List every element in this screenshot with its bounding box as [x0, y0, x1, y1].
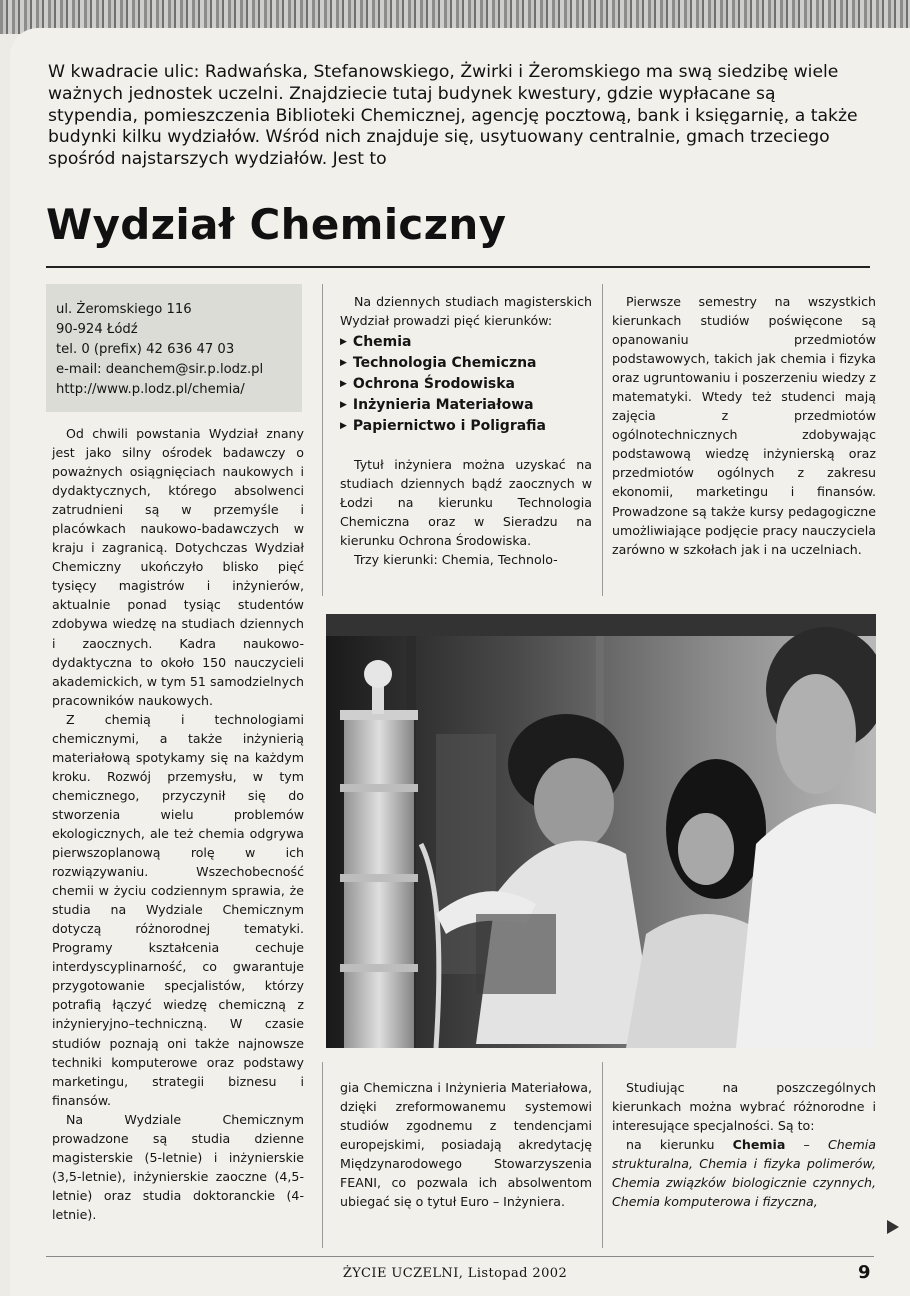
bullet-arrow-icon: ▶	[340, 421, 347, 432]
program-label: Papiernictwo i Poligrafia	[352, 418, 547, 435]
paragraph: Studiując na poszczególnych kierunkach można wybrać różnorodne i interesujące specjalności. Są to:	[612, 1080, 876, 1134]
program-label: Technologia Chemiczna	[352, 355, 537, 372]
paragraph	[612, 1135, 876, 1211]
paragraph: Od chwili powstania Wydział znany jest jako silny ośrodek badawczy o poważnych osiągnięciach naukowych i dydaktycznych, którego absolwenci zatrudnieni są w przemyśle i placówkach naukowo-badawczych w kraju i zagranicą. Dotychczas Wydział Chemiczny ukończyło blisko pięć tysięcy magistrów i inżynierów, aktualnie ponad tysiąc studentów zdobywa wiedzę na studiach dziennych i zaocznych. Kadra naukowo-dydaktyczna to około 150 nauczycieli akademickich, w tym 51 samodzielnych pracowników naukowych.	[52, 426, 304, 708]
continue-arrow-icon	[886, 1219, 900, 1235]
paragraph: Tytuł inżyniera można uzyskać na studiach dziennych bądź zaocznych w Łodzi na kierunku Technologia Chemiczna oraz w Sieradzu na kierunku Ochrona Środowiska.	[340, 457, 592, 549]
list-item	[340, 374, 592, 395]
bullet-arrow-icon: ▶	[340, 400, 347, 411]
contact-email: e-mail: deanchem@sir.p.lodz.pl	[56, 362, 264, 377]
column-divider	[602, 284, 603, 596]
paragraph: Z chemią i technologiami chemicznymi, a także inżynierią materiałową spotykamy się na każdym kroku. Rozwój przemysłu, w tym chemicznego, przyczynił się do stworzenia wielu problemów ekologicznych, ale też chemia odgrywa pierwszoplanową rolę w ich rozwiązywaniu. Wszechobecność chemii w życiu codziennym sprawia, że studia na Wydziale Chemicznym dotyczą różnorodnej tematyki. Programy kształcenia cechuje interdyscyplinarność, co gwarantuje przygotowanie specjalistów, którzy potrafią łączyć wiedzę chemiczną z inżynieryjno–techniczną. W czasie studiów poznają oni także najnowsze techniki komputerowe oraz podstawy marketingu, strategii biznesu i finansów.	[52, 711, 304, 1108]
specialty-list: Chemia strukturalna, Chemia i fizyka polimerów, Chemia związków biologicznie czynnych, Chemia komputerowa i fizyczna,	[612, 1137, 876, 1210]
list-item	[340, 332, 592, 353]
bullet-arrow-icon: ▶	[340, 337, 347, 348]
column-divider	[322, 284, 323, 596]
programs-list	[340, 332, 592, 437]
specialty-prefix: na kierunku	[626, 1137, 715, 1153]
contact-city: 90-924 Łódź	[56, 322, 138, 337]
bullet-arrow-icon: ▶	[340, 379, 347, 390]
program-label: Ochrona Środowiska	[352, 376, 515, 393]
paragraph: Na dziennych studiach magisterskich Wydział prowadzi pięć kierunków:	[340, 294, 592, 329]
contact-street: ul. Żeromskiego 116	[56, 302, 192, 317]
contact-box	[46, 284, 302, 412]
footer-divider	[46, 1256, 874, 1257]
footer-publication: ŻYCIE UCZELNI, Listopad 2002	[342, 1266, 568, 1281]
list-item	[340, 353, 592, 374]
program-label: Chemia	[352, 334, 412, 351]
column-divider	[322, 1062, 323, 1248]
paragraph: Na Wydziale Chemicznym prowadzone są studia dzienne magisterskie (5-letnie) i inżynierskie (3,5-letnie), inżynierskie zaoczne (4,5-letnie) oraz studia doktoranckie (4-letnie).	[52, 1111, 304, 1222]
page-number: 9	[858, 1262, 871, 1283]
column-left	[52, 424, 304, 1224]
glass-column	[340, 660, 418, 1048]
column-divider	[602, 1062, 603, 1248]
contact-website: http://www.p.lodz.pl/chemia/	[56, 382, 245, 397]
specialty-dash: –	[785, 1137, 828, 1153]
contact-phone: tel. 0 (prefix) 42 636 47 03	[56, 342, 235, 357]
column-right-top	[612, 292, 876, 559]
column-middle-top	[340, 292, 592, 569]
paragraph: Pierwsze semestry na wszystkich kierunkach studiów poświęcone są opanowaniu przedmiotów podstawowych, takich jak chemia i fizyka oraz ugruntowaniu i poszerzeniu wiedzy z matematyki. Wtedy też studenci mają zajęcia z przedmiotów ogólnotechnicznych zdobywając podstawową wiedzę inżynierską oraz przedmiotów ogólnych z zakresu ekonomii, marketingu i finansów. Prowadzone są także kursy pedagogiczne umożliwiające podjęcie pracy nauczyciela zarówno w szkołach jak i na uczelniach.	[612, 294, 876, 557]
paragraph: Trzy kierunki: Chemia, Technolo-	[354, 552, 558, 568]
paragraph: gia Chemiczna i Inżynieria Materiałowa, dzięki zreformowanemu systemowi studiów zgodnemu z tendencjami europejskimi, posiadają akredytację Międzynarodowego Stowarzyszenia FEANI, co pozwala ich absolwentom ubiegać się o tytuł Euro – Inżyniera.	[340, 1080, 592, 1210]
page-title: Wydział Chemiczny	[46, 200, 507, 249]
list-item	[340, 416, 592, 437]
specialty-program: Chemia	[732, 1137, 786, 1153]
column-right-bottom	[612, 1078, 876, 1211]
list-item	[340, 395, 592, 416]
program-label: Inżynieria Materiałowa	[352, 397, 534, 414]
title-divider	[46, 266, 870, 268]
bullet-arrow-icon: ▶	[340, 358, 347, 369]
students-lab-photo	[326, 614, 876, 1048]
intro-paragraph: W kwadracie ulic: Radwańska, Stefanowskiego, Żwirki i Żeromskiego ma swą siedzibę wiele ważnych jednostek uczelni. Znajdziecie tutaj budynek kwestury, gdzie wypłacane są stypendia, pomieszczenia Biblioteki Chemicznej, agencję pocztową, bank i księgarnię, a także budynki kilku wydziałów. Wśród nich znajduje się, usytuowany centralnie, gmach trzeciego spośród najstarszych wydziałów. Jest to	[48, 62, 858, 170]
column-middle-bottom	[340, 1078, 592, 1211]
